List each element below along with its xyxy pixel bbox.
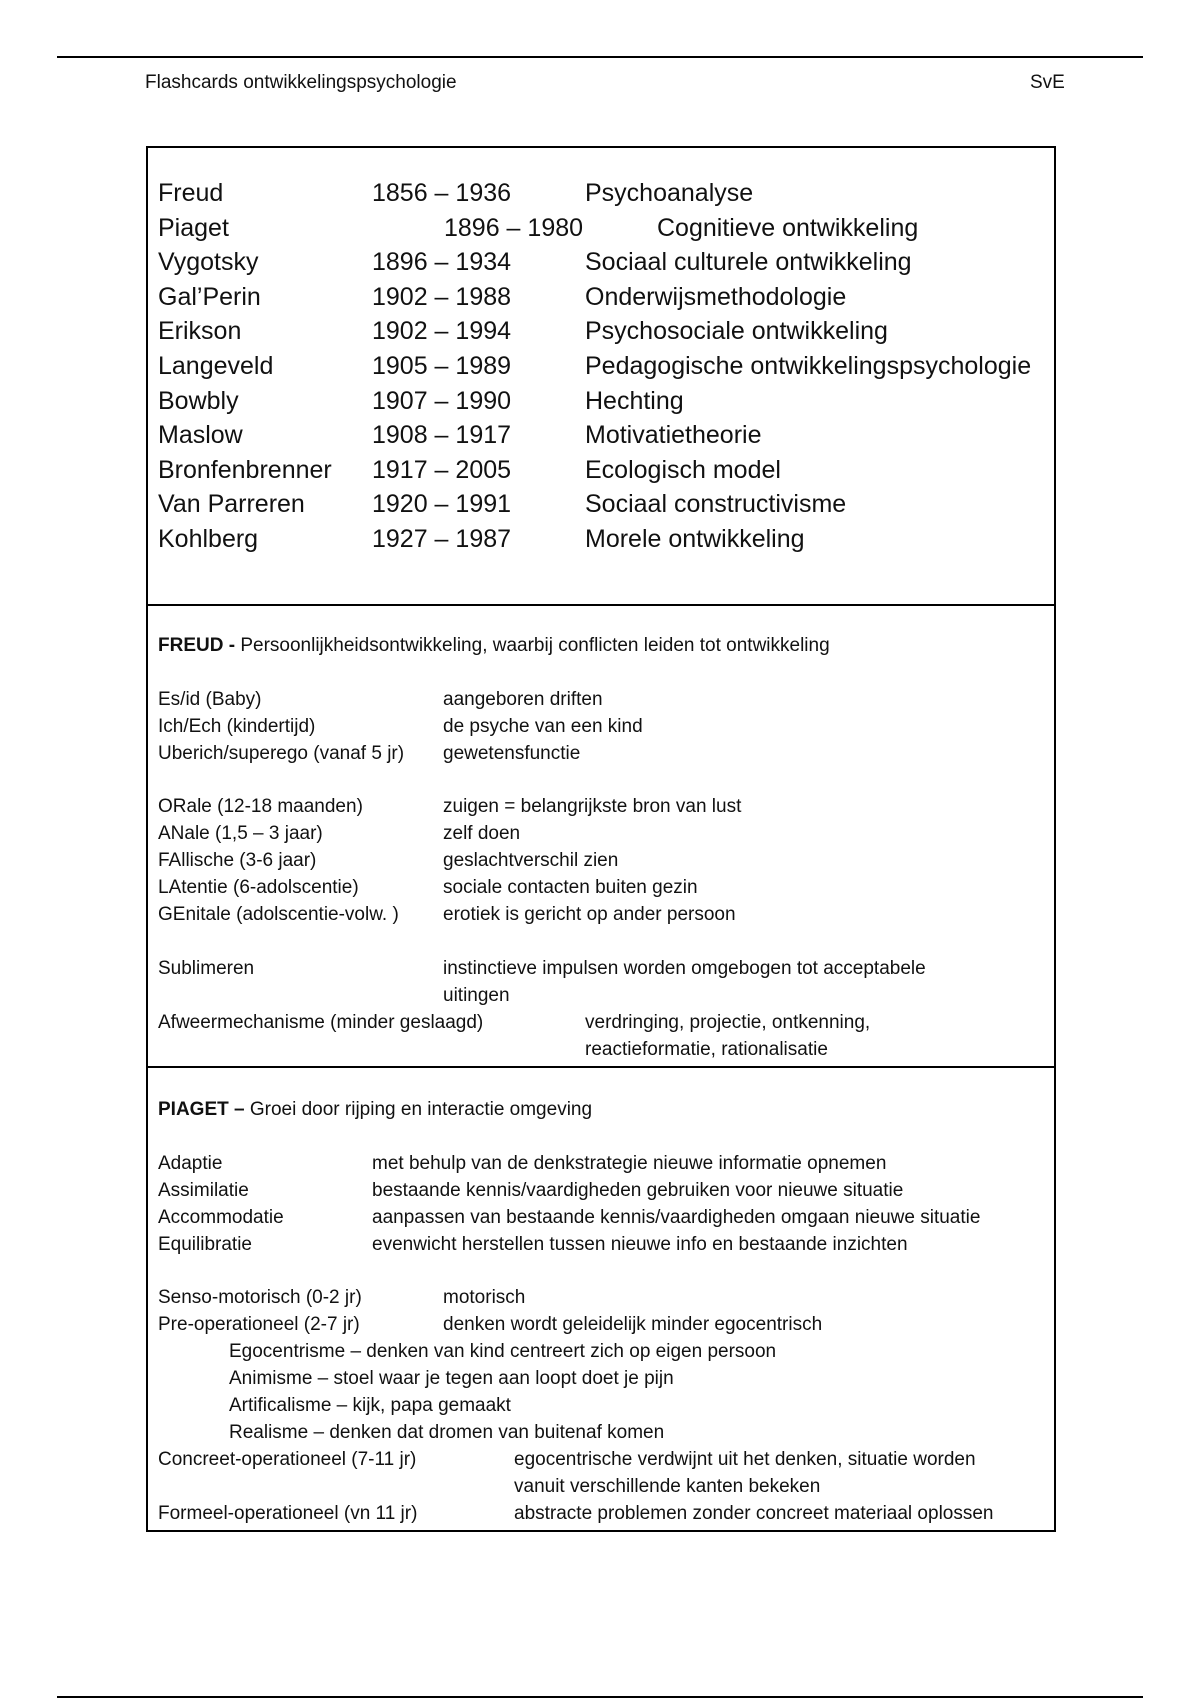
freud-phase: LAtentie (6-adolscentie) [158, 877, 359, 898]
freud-phase: FAllische (3-6 jaar) [158, 850, 317, 871]
pre-op-item: Realisme – denken dat dromen van buitenaf komen [229, 1422, 665, 1443]
stage-desc-cont: vanuit verschillende kanten bekeken [514, 1476, 821, 1497]
afweer-desc-cont: reactieformatie, rationalisatie [585, 1039, 828, 1060]
theorist-name: Freud [158, 179, 224, 207]
freud-term: Ich/Ech (kindertijd) [158, 716, 316, 737]
freud-phase: ORale (12-18 maanden) [158, 796, 363, 817]
freud-phase-desc: zelf doen [443, 823, 521, 844]
theorist-name: Gal’Perin [158, 282, 261, 311]
theorist-theory: Onderwijsmethodologie [585, 282, 847, 311]
theorist-name: Vygotsky [158, 248, 259, 277]
piaget-card [146, 1066, 1056, 1532]
theorist-name: Kohlberg [158, 525, 259, 553]
theorist-years: 1896 – 1934 [372, 248, 512, 277]
piaget-desc: evenwicht herstellen tussen nieuwe info en bestaande inzichten [372, 1234, 908, 1255]
theorist-years: 1927 – 1987 [372, 525, 512, 553]
freud-term: Uberich/superego (vanaf 5 jr) [158, 743, 405, 764]
stage-desc: denken wordt geleidelijk minder egocentrisch [443, 1314, 823, 1335]
theorist-name: Van Parreren [158, 490, 305, 519]
theorist-name: Erikson [158, 317, 242, 346]
theorist-theory: Ecologisch model [585, 455, 781, 484]
piaget-desc: aanpassen van bestaande kennis/vaardigheden omgaan nieuwe situatie [372, 1207, 981, 1228]
theorist-theory: Morele ontwikkeling [585, 525, 805, 553]
sublimeren-desc: instinctieve impulsen worden omgebogen tot acceptabele [443, 958, 926, 979]
freud-phase: GEnitale (adolscentie-volw. ) [158, 904, 399, 925]
stage-desc: motorisch [443, 1287, 526, 1308]
freud-title: FREUD - Persoonlijkheidsontwikkeling, waarbij conflicten leiden tot ontwikkeling [158, 635, 830, 656]
piaget-desc: met behulp van de denkstrategie nieuwe informatie opnemen [372, 1153, 887, 1174]
stage-desc: abstracte problemen zonder concreet materiaal oplossen [514, 1503, 994, 1524]
freud-phase-desc: sociale contacten buiten gezin [443, 877, 698, 898]
freud-phase-desc: geslachtverschil zien [443, 850, 619, 871]
theorist-theory: Sociaal constructivisme [585, 490, 847, 519]
theorist-theory: Psychoanalyse [585, 179, 754, 207]
freud-phase: ANale (1,5 – 3 jaar) [158, 823, 323, 844]
theorist-theory: Cognitieve ontwikkeling [657, 213, 919, 242]
theorist-theory: Pedagogische ontwikkelingspsychologie [585, 352, 1032, 380]
footer-rule [57, 1696, 1143, 1698]
pre-op-item: Artificalisme – kijk, papa gemaakt [229, 1395, 511, 1416]
theorist-name: Langeveld [158, 352, 274, 380]
theorist-name: Bowbly [158, 386, 239, 415]
stage-term: Pre-operationeel (2-7 jr) [158, 1314, 360, 1335]
freud-desc: aangeboren driften [443, 689, 603, 710]
stage-term: Senso-motorisch (0-2 jr) [158, 1287, 362, 1308]
piaget-term: Adaptie [158, 1153, 223, 1174]
sublimeren-desc-cont: uitingen [443, 985, 510, 1006]
freud-desc: de psyche van een kind [443, 716, 643, 737]
theorist-theory: Hechting [585, 386, 684, 415]
freud-desc: gewetensfunctie [443, 743, 581, 764]
afweer-desc: verdringing, projectie, ontkenning, [585, 1012, 871, 1033]
pre-op-item: Egocentrisme – denken van kind centreert zich op eigen persoon [229, 1341, 777, 1362]
freud-phase-desc: zuigen = belangrijkste bron van lust [443, 796, 742, 817]
document-title: Flashcards ontwikkelingspsychologie [145, 72, 457, 93]
theorist-name: Piaget [158, 213, 229, 242]
piaget-term: Accommodatie [158, 1207, 284, 1228]
stage-term: Concreet-operationeel (7-11 jr) [158, 1449, 417, 1470]
theorist-years: 1902 – 1988 [372, 282, 512, 311]
pre-op-item: Animisme – stoel waar je tegen aan loopt doet je pijn [229, 1368, 674, 1389]
afweer-term: Afweermechanisme (minder geslaagd) [158, 1012, 484, 1033]
freud-term: Es/id (Baby) [158, 689, 262, 710]
theorist-years: 1920 – 1991 [372, 490, 512, 519]
theorist-theory: Motivatietheorie [585, 421, 762, 450]
piaget-desc: bestaande kennis/vaardigheden gebruiken voor nieuwe situatie [372, 1180, 904, 1201]
header-rule [57, 56, 1143, 58]
timeline-card [146, 146, 1056, 606]
theorist-years: 1902 – 1994 [372, 317, 512, 346]
sublimeren-term: Sublimeren [158, 958, 255, 979]
stage-term: Formeel-operationeel (vn 11 jr) [158, 1503, 418, 1524]
theorist-theory: Sociaal culturele ontwikkeling [585, 248, 912, 277]
theorist-years: 1917 – 2005 [372, 455, 512, 484]
theorist-years: 1856 – 1936 [372, 179, 512, 207]
theorist-name: Maslow [158, 421, 243, 450]
freud-card [146, 604, 1056, 1068]
piaget-term: Assimilatie [158, 1180, 249, 1201]
piaget-term: Equilibratie [158, 1234, 252, 1255]
theorist-years: 1905 – 1989 [372, 352, 512, 380]
theorist-years: 1908 – 1917 [372, 421, 512, 450]
freud-phase-desc: erotiek is gericht op ander persoon [443, 904, 736, 925]
theorist-theory: Psychosociale ontwikkeling [585, 317, 888, 346]
theorist-name: Bronfenbrenner [158, 455, 332, 484]
theorist-years: 1896 – 1980 [444, 213, 584, 242]
piaget-title: PIAGET – Groei door rijping en interactie omgeving [158, 1099, 593, 1120]
theorist-years: 1907 – 1990 [372, 386, 512, 415]
stage-desc: egocentrische verdwijnt uit het denken, situatie worden [514, 1449, 976, 1470]
author-initials: SvE [1030, 72, 1065, 93]
